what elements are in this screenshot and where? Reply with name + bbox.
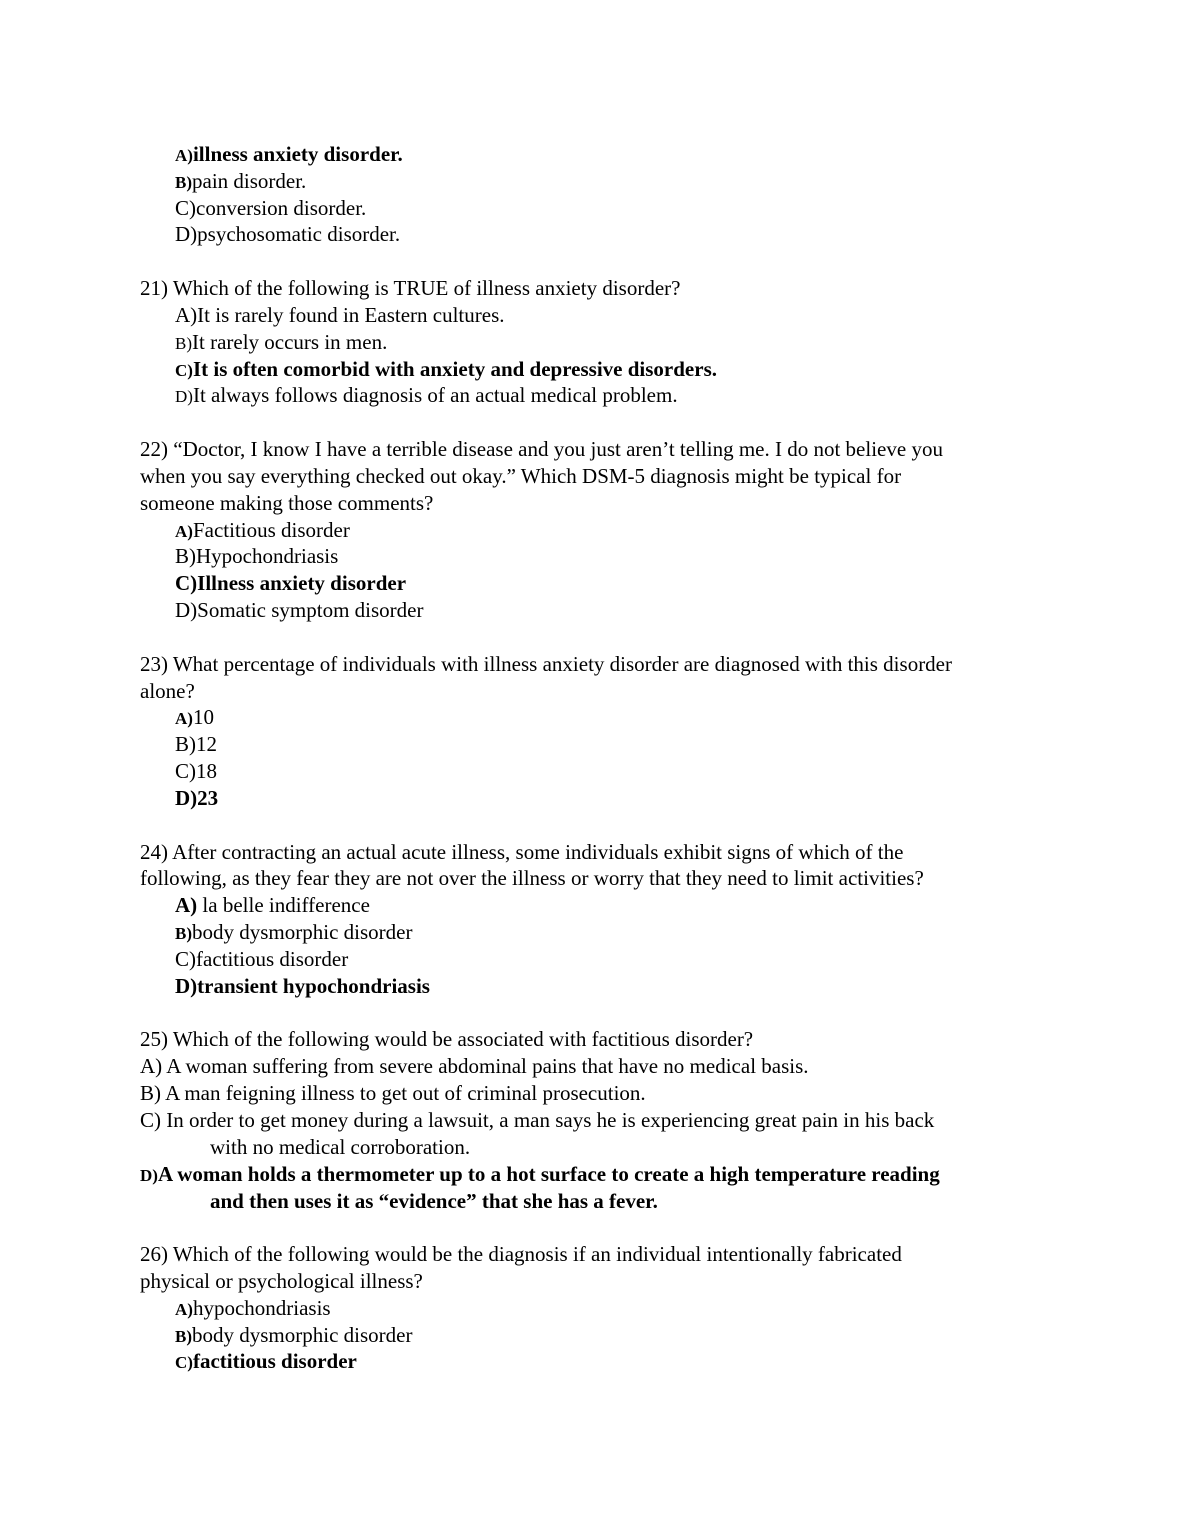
q22-stem-line: 22) “Doctor, I know I have a terrible disease and you just aren’t telling me. I do not believe you [140,437,943,461]
q25-option-d-continuation: and then uses it as “evidence” that she has a fever. [210,1189,658,1213]
q24-option-b: B)body dysmorphic disorder [175,920,413,944]
q21-option-d: D)It always follows diagnosis of an actual medical problem. [175,383,678,407]
q26-option-c: C)factitious disorder [175,1349,357,1373]
q26-stem-line: 26) Which of the following would be the diagnosis if an individual intentionally fabricated [140,1242,902,1266]
q20-option-b: B)pain disorder. [175,169,307,193]
q22-stem-line: when you say everything checked out okay.” Which DSM-5 diagnosis might be typical for [140,464,902,488]
q26-option-a: A)hypochondriasis [175,1296,331,1320]
q21-stem: 21) Which of the following is TRUE of illness anxiety disorder? [140,276,681,300]
q22-option-a: A)Factitious disorder [175,518,350,542]
q23-option-c: C)18 [175,759,217,783]
q21-option-b: B)It rarely occurs in men. [175,330,388,354]
q24-option-c: C)factitious disorder [175,947,349,971]
q21-option-c: C)It is often comorbid with anxiety and depressive disorders. [175,357,717,381]
q24-stem-line: following, as they fear they are not over the illness or worry that they need to limit activities? [140,866,924,890]
q25-option-b: B) A man feigning illness to get out of criminal prosecution. [140,1081,646,1105]
q25-option-c-continuation: with no medical corroboration. [210,1135,471,1159]
q20-option-d: D)psychosomatic disorder. [175,222,401,246]
q22-option-b: B)Hypochondriasis [175,544,339,568]
q23-option-b: B)12 [175,732,217,756]
q20-option-c: C)conversion disorder. [175,196,367,220]
q25-option-d: D)A woman holds a thermometer up to a hot surface to create a high temperature reading [140,1162,940,1186]
q24-option-d: D)transient hypochondriasis [175,974,430,998]
q25-option-c: C) In order to get money during a lawsuit, a man says he is experiencing great pain in his back [140,1108,935,1132]
q23-option-d: D)23 [175,786,219,810]
q20-option-a: A)illness anxiety disorder. [175,142,403,166]
q23-stem-line: alone? [140,679,195,703]
q24-option-a: A) la belle indifference [175,893,370,917]
q24-stem-line: 24) After contracting an actual acute illness, some individuals exhibit signs of which of the [140,840,904,864]
q21-option-a: A)It is rarely found in Eastern cultures. [175,303,505,327]
q23-stem-line: 23) What percentage of individuals with illness anxiety disorder are diagnosed with this disorder [140,652,952,676]
q26-stem-line: physical or psychological illness? [140,1269,423,1293]
q23-option-a: A)10 [175,705,214,729]
q26-option-b: B)body dysmorphic disorder [175,1323,413,1347]
q25-stem: 25) Which of the following would be associated with factitious disorder? [140,1027,754,1051]
q22-stem-line: someone making those comments? [140,491,434,515]
q22-option-d: D)Somatic symptom disorder [175,598,424,622]
q22-option-c: C)Illness anxiety disorder [175,571,407,595]
q25-option-a: A) A woman suffering from severe abdominal pains that have no medical basis. [140,1054,809,1078]
